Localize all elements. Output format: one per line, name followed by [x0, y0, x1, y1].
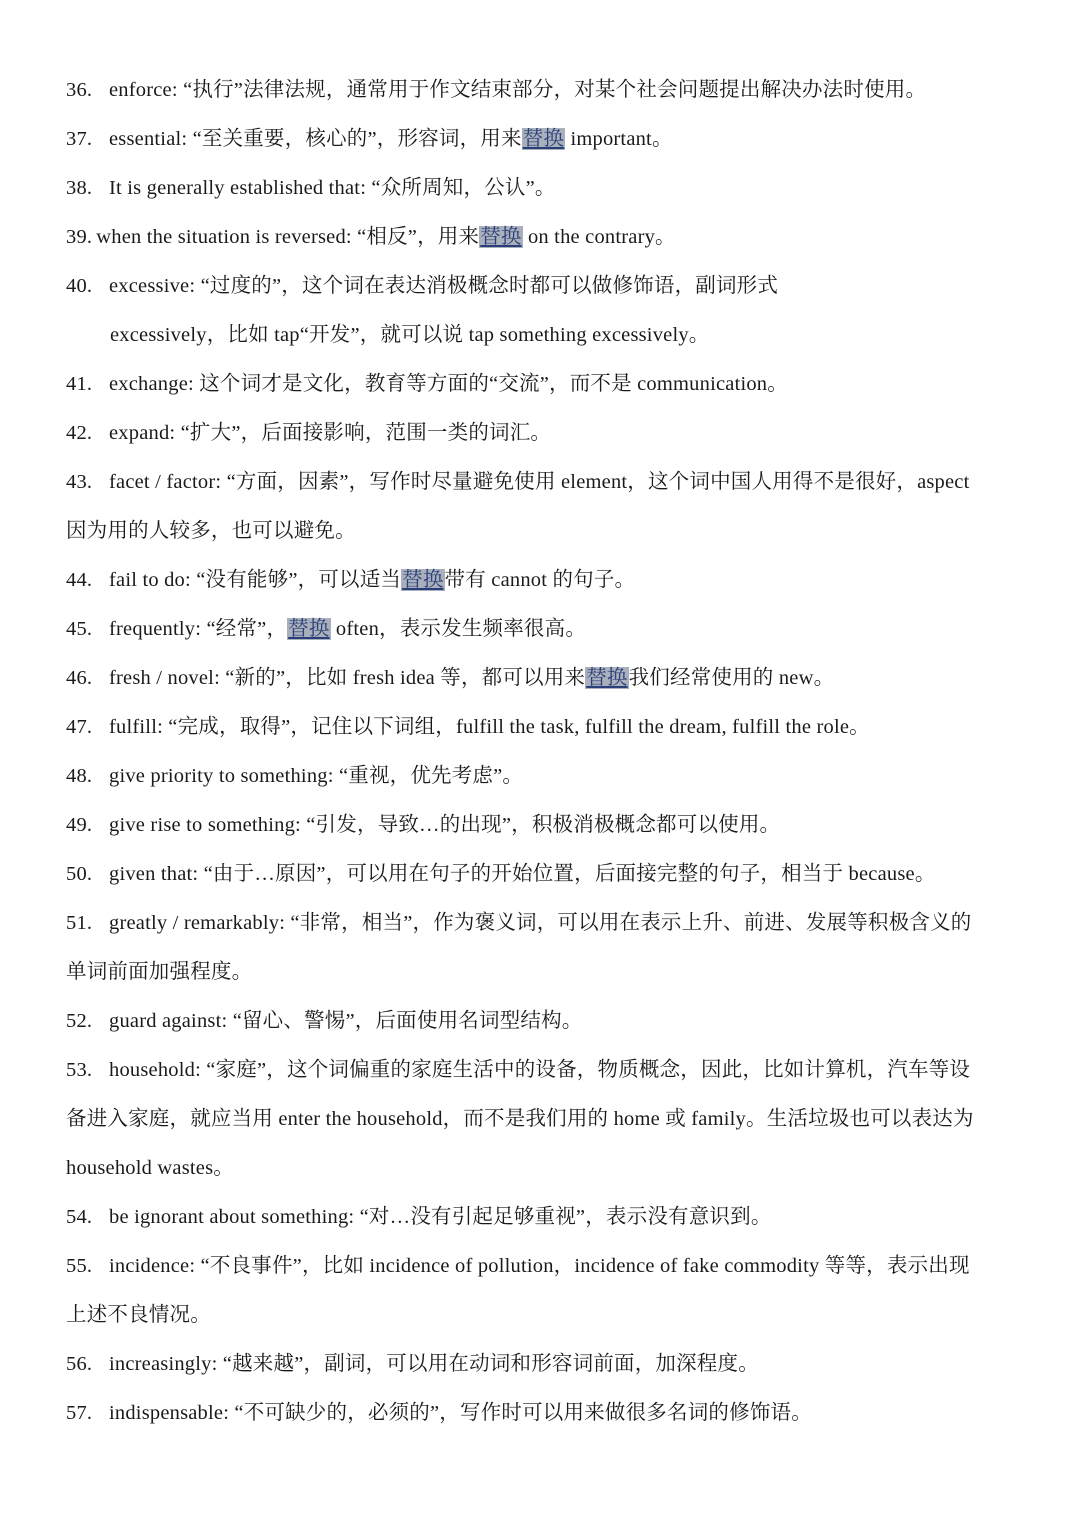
list-item — [66, 563, 1020, 597]
item-text: incidence: “不良事件”，比如 incidence of pollution，incidence of fake commodity 等等，表示出现 — [109, 1255, 970, 1277]
item-number: 55. — [66, 1255, 93, 1277]
item-number: 56. — [66, 1353, 93, 1375]
highlighted-word: 替换 — [522, 128, 565, 150]
list-item — [66, 1004, 1020, 1038]
item-text: frequently: “经常”， — [109, 618, 288, 640]
item-text: 备进入家庭，就应当用 enter the household，而不是我们用的 home 或 family。生活垃圾也可以表达为 — [66, 1108, 974, 1130]
list-item — [66, 465, 1020, 499]
list-item — [66, 122, 1020, 156]
item-number: 50. — [66, 863, 93, 885]
list-item-continuation — [66, 1151, 1020, 1185]
item-text: fail to do: “没有能够”，可以适当 — [109, 569, 402, 591]
item-number: 47. — [66, 716, 93, 738]
item-text: fresh / novel: “新的”，比如 fresh idea 等，都可以用来 — [109, 667, 586, 689]
list-item — [66, 857, 1020, 891]
item-text: 上述不良情况。 — [66, 1304, 211, 1326]
list-item — [66, 906, 1020, 940]
item-text: often，表示发生频率很高。 — [330, 618, 587, 640]
item-number: 52. — [66, 1010, 93, 1032]
list-item — [66, 269, 1020, 303]
list-item-continuation — [66, 1102, 1020, 1136]
item-text: guard against: “留心、警惕”，后面使用名词型结构。 — [109, 1010, 583, 1032]
item-text: increasingly: “越来越”，副词，可以用在动词和形容词前面，加深程度。 — [109, 1353, 759, 1375]
highlighted-word: 替换 — [586, 667, 628, 689]
item-text: It is generally established that: “众所周知，公认”。 — [109, 177, 556, 199]
list-item — [66, 710, 1020, 744]
item-text: indispensable: “不可缺少的，必须的”，写作时可以用来做很多名词的修饰语。 — [109, 1402, 812, 1424]
list-item — [66, 612, 1020, 646]
list-item — [66, 367, 1020, 401]
item-text: 单词前面加强程度。 — [66, 961, 253, 983]
item-text: important。 — [565, 128, 673, 150]
item-text: excessively，比如 tap“开发”，就可以说 tap something excessively。 — [110, 324, 710, 346]
list-item — [66, 1396, 1020, 1430]
item-text: essential: “至关重要，核心的”，形容词，用来 — [109, 128, 522, 150]
item-text: facet / factor: “方面，因素”，写作时尽量避免使用 element，这个词中国人用得不是很好，aspect — [109, 471, 970, 493]
list-item-continuation — [110, 318, 1020, 352]
item-number: 51. — [66, 912, 93, 934]
list-item — [66, 220, 1020, 254]
item-text: on the contrary。 — [522, 226, 676, 248]
item-number: 36. — [66, 79, 93, 101]
item-text: enforce: “执行”法律法规，通常用于作文结束部分，对某个社会问题提出解决办法时使用。 — [109, 79, 927, 101]
item-number: 46. — [66, 667, 93, 689]
item-number: 41. — [66, 373, 93, 395]
item-number: 48. — [66, 765, 93, 787]
list-item — [66, 1249, 1020, 1283]
item-text: give priority to something: “重视，优先考虑”。 — [109, 765, 524, 787]
list-item — [66, 1053, 1020, 1087]
item-number: 54. — [66, 1206, 93, 1228]
item-number: 37. — [66, 128, 93, 150]
item-text: household wastes。 — [66, 1157, 234, 1179]
list-item — [66, 416, 1020, 450]
item-number: 42. — [66, 422, 93, 444]
list-item-continuation — [66, 514, 1020, 548]
item-number: 40. — [66, 275, 93, 297]
list-item — [66, 171, 1020, 205]
item-text: household: “家庭”，这个词偏重的家庭生活中的设备，物质概念，因此，比如计算机，汽车等设 — [109, 1059, 971, 1081]
list-item — [66, 759, 1020, 793]
item-number: 45. — [66, 618, 93, 640]
item-number: 44. — [66, 569, 93, 591]
item-text: greatly / remarkably: “非常，相当”，作为褒义词，可以用在表示上升、前进、发展等积极含义的 — [109, 912, 972, 934]
list-item-continuation — [66, 1298, 1020, 1332]
item-number: 39. — [66, 226, 93, 248]
list-item-continuation — [66, 955, 1020, 989]
item-text: exchange: 这个词才是文化，教育等方面的“交流”，而不是 communication。 — [109, 373, 788, 395]
item-text: give rise to something: “引发，导致…的出现”，积极消极概念都可以使用。 — [109, 814, 781, 836]
item-text: 因为用的人较多，也可以避免。 — [66, 520, 356, 542]
item-number: 38. — [66, 177, 93, 199]
item-text: 我们经常使用的 new。 — [628, 667, 835, 689]
highlighted-word: 替换 — [480, 226, 522, 248]
item-text: expand: “扩大”，后面接影响，范围一类的词汇。 — [109, 422, 552, 444]
item-number: 43. — [66, 471, 93, 493]
list-item — [66, 1347, 1020, 1381]
item-number: 53. — [66, 1059, 93, 1081]
item-text: given that: “由于…原因”，可以用在句子的开始位置，后面接完整的句子，相当于 because。 — [109, 863, 936, 885]
list-item — [66, 808, 1020, 842]
item-text: 带有 cannot 的句子。 — [444, 569, 636, 591]
highlighted-word: 替换 — [402, 569, 444, 591]
list-item — [66, 73, 1020, 107]
item-number: 57. — [66, 1402, 93, 1424]
list-item — [66, 661, 1020, 695]
item-text: fulfill: “完成，取得”，记住以下词组，fulfill the task, fulfill the dream, fulfill the role。 — [109, 716, 870, 738]
item-text: be ignorant about something: “对…没有引起足够重视”，表示没有意识到。 — [109, 1206, 772, 1228]
item-text: excessive: “过度的”，这个词在表达消极概念时都可以做修饰语，副词形式 — [109, 275, 779, 297]
highlighted-word: 替换 — [288, 618, 330, 640]
item-text: when the situation is reversed: “相反”，用来 — [96, 226, 480, 248]
list-item — [66, 1200, 1020, 1234]
item-number: 49. — [66, 814, 93, 836]
